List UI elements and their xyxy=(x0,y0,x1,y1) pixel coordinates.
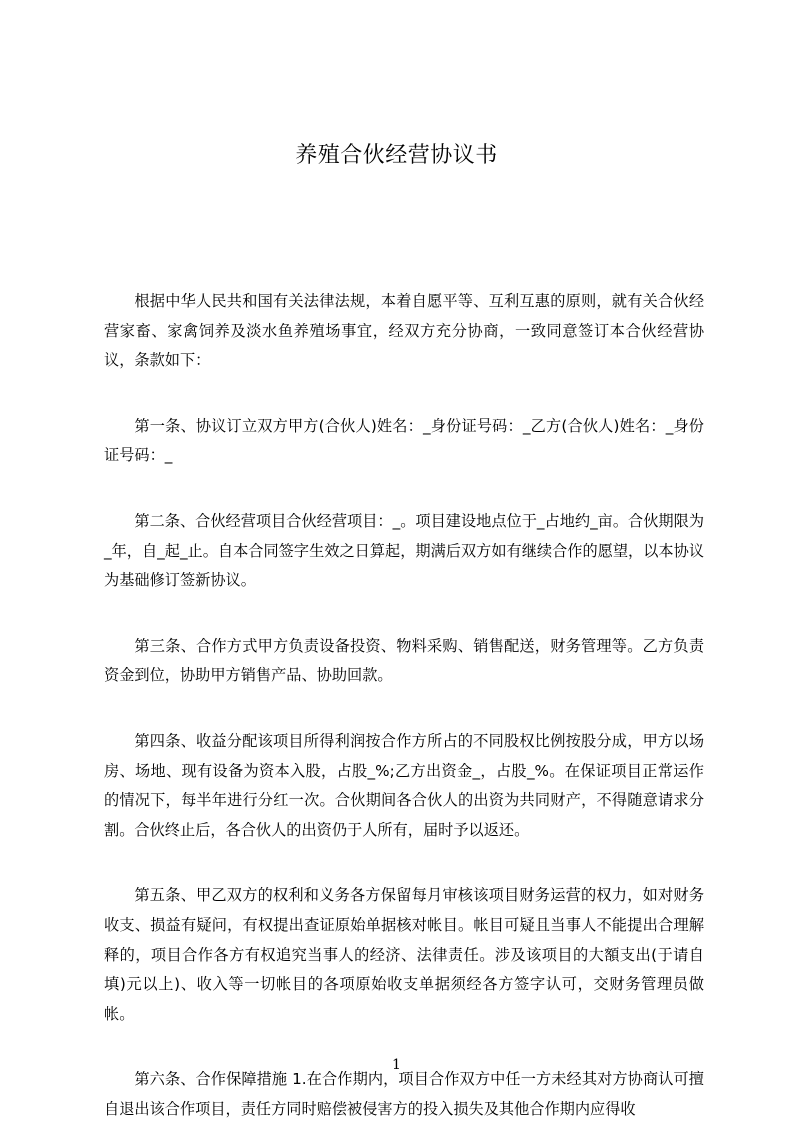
paragraph-article-2: 第二条、合伙经营项目合伙经营项目：_。项目建设地点位于_占地约_亩。合伙期限为_年，自_起_止。自本合同签字生效之日算起，期满后双方如有继续合作的愿望，以本协议为基础修订签新协议。 xyxy=(104,511,704,590)
paragraph-article-5: 第五条、甲乙双方的权利和义务各方保留每月审核该项目财务运营的权力，如对财务收支、损益有疑问，有权提出查证原始单据核对帐目。帐目可疑且当事人不能提出合理解释的，项目合作各方有权追究当事人的经济、法律责任。涉及该项目的大額支出(于请自填)元以上)、收入等一切帐目的各项原始收支单据须经各方签字认可，交财务管理员做帐。 xyxy=(104,886,704,1023)
document-body xyxy=(104,287,704,1124)
document-title: 养殖合伙经营协议书 xyxy=(295,143,498,168)
paragraph-article-3: 第三条、合作方式甲方负责设备投资、物料采购、销售配送，财务管理等。乙方负责资金到位，协助甲方销售产品、协助回款。 xyxy=(104,636,704,685)
paragraph-preamble: 根据中华人民共和国有关法律法规，本着自愿平等、互利互惠的原则，就有关合伙经营家畜、家禽饲养及淡水鱼养殖场事宜，经双方充分协商，一致同意签订本合伙经营协议，条款如下： xyxy=(104,292,704,370)
page-number: 1 xyxy=(392,1057,401,1073)
paragraph-article-1: 第一条、协议订立双方甲方(合伙人)姓名：_身份证号码：_乙方(合伙人)姓名：_身份证号码：_ xyxy=(104,416,704,465)
paragraph-article-4: 第四条、收益分配该项目所得利润按合作方所占的不同股权比例按股分成，甲方以场房、场地、现有设备为资本入股，占股_%;乙方出资金_，占股_%。在保证项目正常运作的情况下，每半年进行分红一次。合伙期间各合伙人的出资为共同财产，不得随意请求分割。合伙终止后，各合伙人的出资仍于人所有，届时予以返还。 xyxy=(104,731,704,839)
paragraph-article-6: 第六条、合作保障措施 1.在合作期内，项目合作双方中任一方未经其对方协商认可擅自退出该合作项目，责任方同时赔偿被侵害方的投入损失及其他合作期内应得收 xyxy=(104,1070,704,1118)
